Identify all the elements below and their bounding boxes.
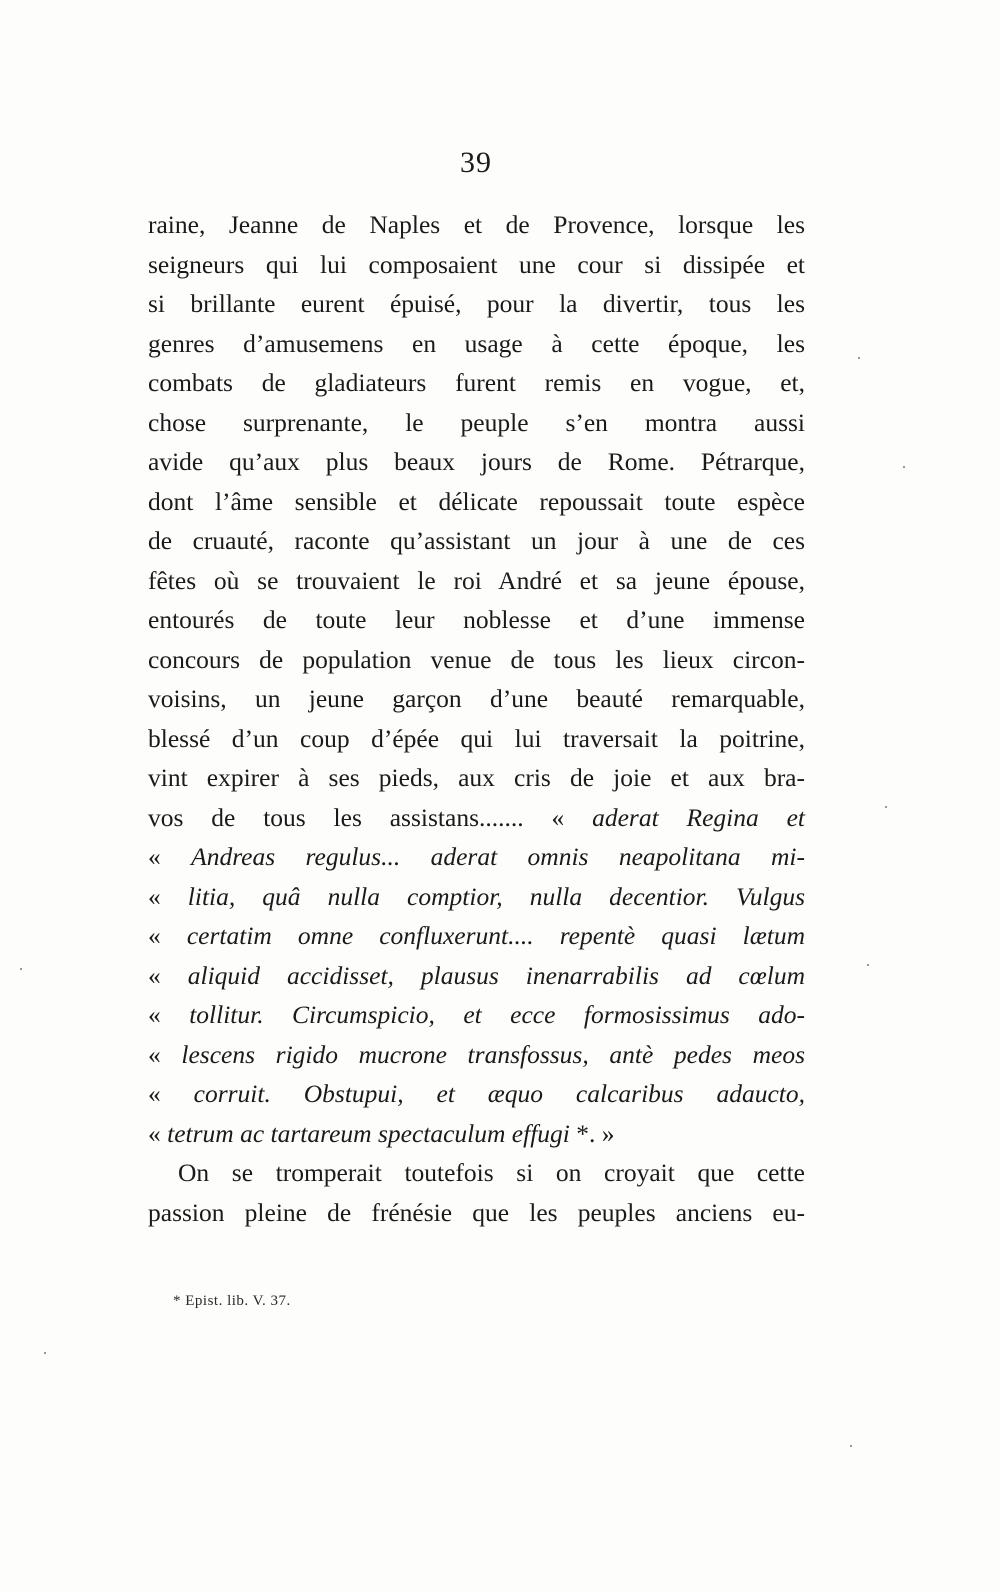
guillemet: « <box>148 881 161 911</box>
latin-quote-segment: aderat Regina et <box>592 802 805 832</box>
scan-speck <box>20 968 22 970</box>
text-line: de cruauté, raconte qu’assistant un jour à une de ces <box>148 526 805 555</box>
quote-line <box>148 877 805 917</box>
guillemet: « <box>148 960 161 990</box>
latin-quote-segment: aliquid accidisset, plausus inenarrabilis ad cœlum <box>187 960 806 990</box>
text-line: si brillante eurent épuisé, pour la divertir, tous les <box>148 289 805 318</box>
latin-quote-segment: tetrum ac tartareum spectaculum effugi <box>167 1118 570 1148</box>
text-line: concours de population venue de tous les lieux circon- <box>148 644 805 674</box>
paragraph-start-line: On se tromperait toutefois si on croyait que cette <box>178 1158 805 1187</box>
quote-line <box>148 1074 805 1114</box>
text-line: avide qu’aux plus beaux jours de Rome. Pétrarque, <box>148 447 805 476</box>
guillemet: « <box>148 842 161 871</box>
quote-line-end <box>148 1114 805 1154</box>
latin-quote-segment: certatim omne confluxerunt.... repentè quasi lætum <box>186 921 805 950</box>
guillemet: « <box>148 1118 161 1148</box>
text-line: blessé d’un coup d’épée qui lui traversait la poitrine, <box>148 723 805 753</box>
latin-quote-segment: Andreas regulus... aderat omnis neapolitana mi- <box>191 842 805 871</box>
page-number: 39 <box>460 146 492 179</box>
latin-quote-segment: tollitur. Circumspicio, et ecce formosissimus ado- <box>189 1000 806 1029</box>
text-line: dont l’âme sensible et délicate repoussait toute espèce <box>148 486 805 516</box>
guillemet: « <box>148 1000 161 1029</box>
scan-speck <box>850 1445 852 1447</box>
text-line: vint expirer à ses pieds, aux cris de joie et aux bra- <box>148 763 805 792</box>
quote-line <box>148 1035 805 1075</box>
roman-segment: vos de tous les assistans....... « <box>148 802 593 832</box>
footnote-marker: *. » <box>569 1118 615 1148</box>
guillemet: « <box>148 1079 161 1108</box>
latin-quote-segment: litia, quâ nulla comptior, nulla decentior. Vulgus <box>187 881 806 911</box>
text-line: fêtes où se trouvaient le roi André et sa jeune épouse, <box>148 565 805 595</box>
guillemet: « <box>148 1039 161 1069</box>
text-line: voisins, un jeune garçon d’une beauté remarquable, <box>148 684 805 713</box>
scan-speck <box>44 1352 46 1354</box>
scan-speck <box>885 806 887 808</box>
body-text <box>148 205 805 1232</box>
text-line: genres d’amusemens en usage à cette époque, les <box>148 328 805 358</box>
footnote: * Epist. lib. V. 37. <box>173 1293 291 1309</box>
quote-line <box>148 995 805 1035</box>
text-line: chose surprenante, le peuple s’en montra aussi <box>148 407 805 437</box>
text-line: combats de gladiateurs furent remis en vogue, et, <box>148 368 805 397</box>
scan-speck <box>903 466 905 468</box>
quote-line <box>148 956 805 996</box>
text-line: passion pleine de frénésie que les peuples anciens eu- <box>148 1197 805 1227</box>
text-line: raine, Jeanne de Naples et de Provence, lorsque les <box>148 210 805 239</box>
scan-speck <box>867 964 869 966</box>
latin-quote-segment: lescens rigido mucrone transfossus, antè pedes meos <box>181 1039 805 1069</box>
text-line-mixed <box>148 798 805 838</box>
text-line: entourés de toute leur noblesse et d’une immense <box>148 605 805 634</box>
scan-speck <box>858 357 860 359</box>
guillemet: « <box>148 921 161 950</box>
quote-line <box>148 837 805 877</box>
quote-line <box>148 916 805 956</box>
latin-quote-segment: corruit. Obstupui, et æquo calcaribus adaucto, <box>193 1079 806 1108</box>
text-line: seigneurs qui lui composaient une cour si dissipée et <box>148 249 805 279</box>
